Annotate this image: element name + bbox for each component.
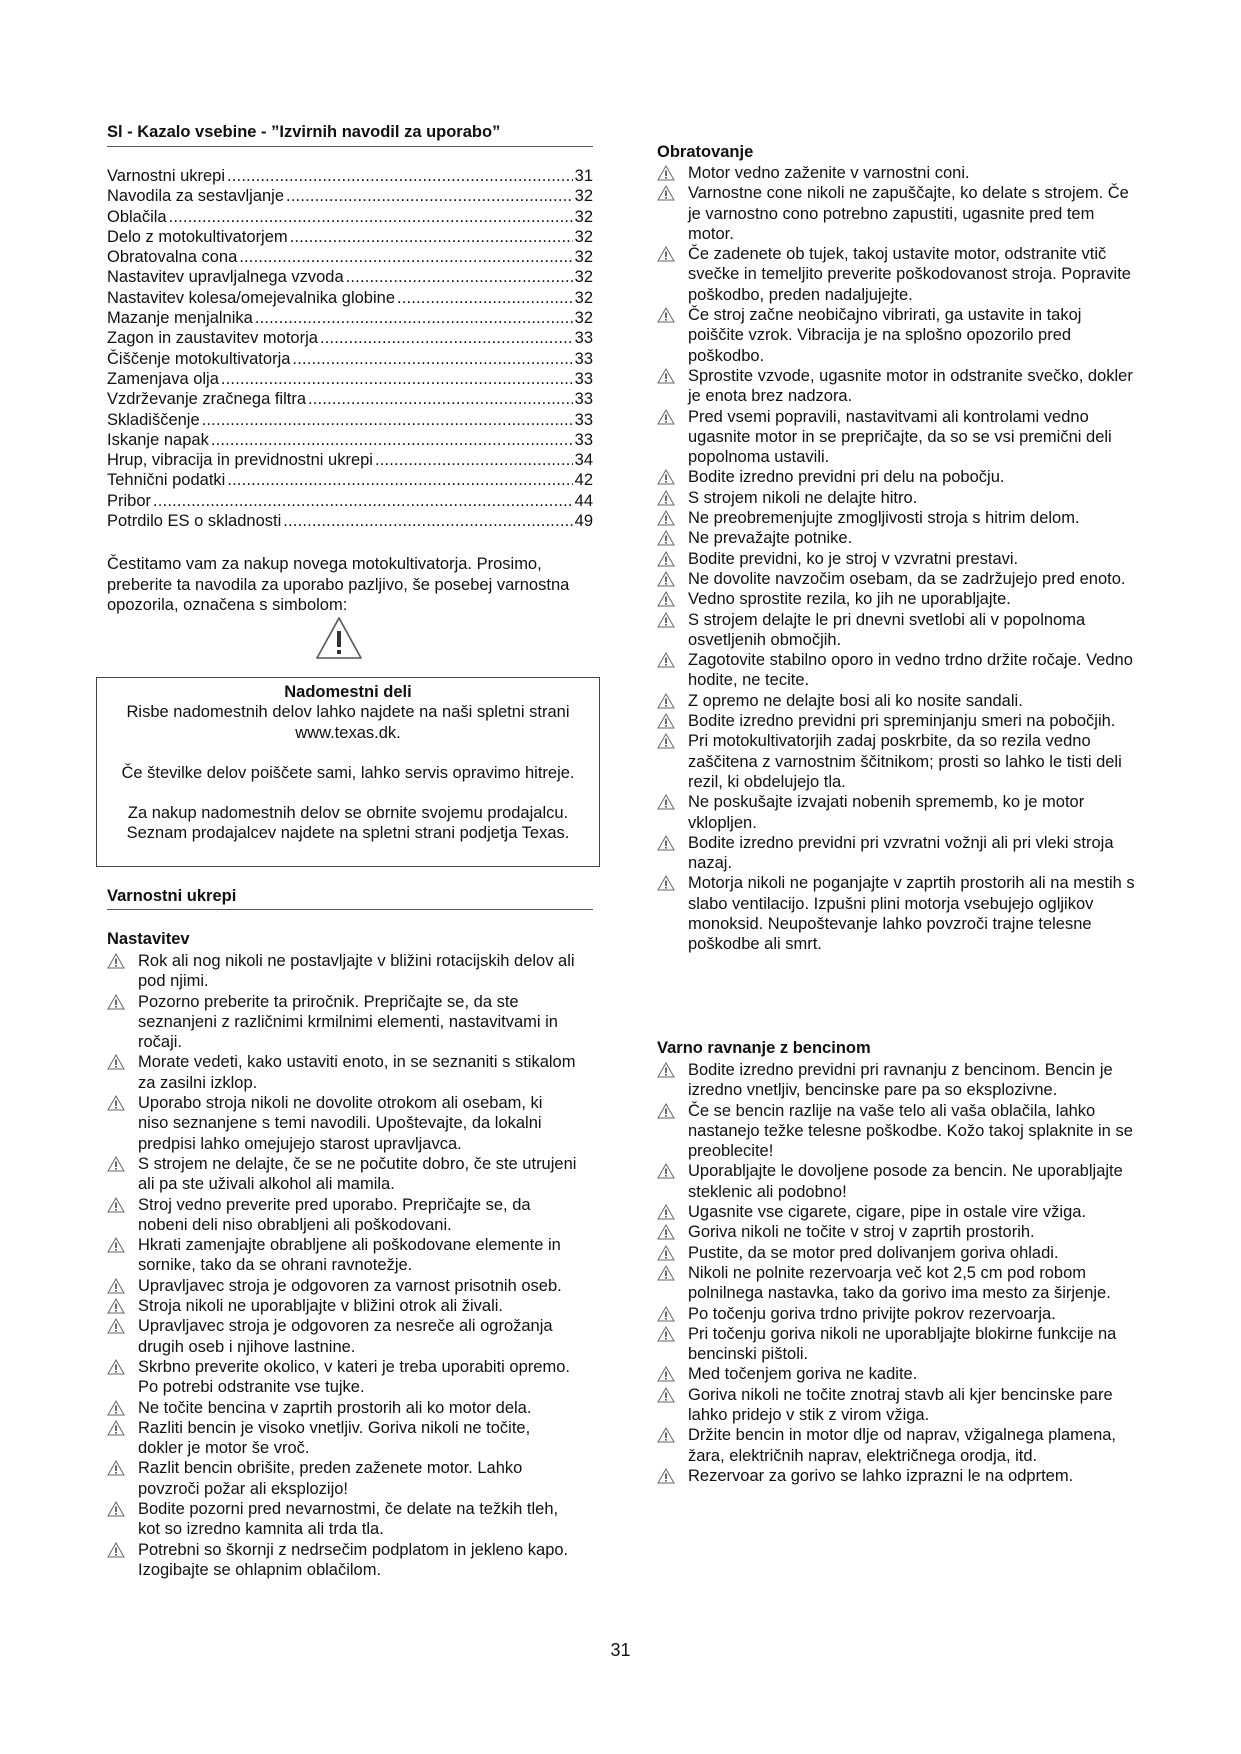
warning-triangle-icon [107,1501,125,1517]
warning-text: Upravljavec stroja je odgovoren za nesreče ali ogrožanja drugih oseb i njihove lastnine. [138,1317,553,1356]
toc-leader-dots [255,308,573,328]
warning-triangle-icon [107,1400,125,1416]
setup-warning-list [107,951,577,1580]
warning-triangle-icon [107,1460,125,1476]
warning-triangle-icon [657,1326,675,1342]
toc-entry [107,166,593,186]
warning-triangle-icon [657,165,675,181]
warning-text: S strojem nikoli ne delajte hitro. [688,488,918,507]
warning-item [657,1304,1135,1324]
toc-leader-dots [169,207,573,227]
warning-triangle-icon [107,1054,125,1070]
warning-text: Goriva nikoli ne točite v stroj v zaprtih prostorih. [688,1223,1035,1242]
warning-triangle-icon [107,1318,125,1334]
toc-entry-label: Iskanje napak [107,430,209,449]
spare-parts-line2: Če številke delov poiščete sami, lahko servis opravimo hitreje. [121,763,575,782]
warning-text: Z opremo ne delajte bosi ali ko nosite sandali. [688,691,1023,710]
toc-leader-dots [239,247,572,267]
toc-leader-dots [227,470,572,490]
toc-entry-page: 42 [574,471,593,490]
warning-text: Motorja nikoli ne poganjajte v zaprtih prostorih ali na mestih s slabo ventilacijo. Izpušni plini motorja vsebujejo ogljikov monoksid. Neupoštevanje lahko povzroči trajne telesne poškodbe ali smrt. [688,874,1135,954]
toc-leader-dots [221,369,573,389]
warning-item [657,610,1135,651]
warning-item [107,1154,577,1195]
warning-item [657,1364,1135,1384]
toc-entry-page: 33 [574,390,593,409]
warning-triangle-icon [657,469,675,485]
warning-triangle-icon [657,510,675,526]
warning-triangle-icon [657,794,675,810]
toc-entry-page: 49 [574,512,593,531]
warning-text: Potrebni so škornji z nedrsečim podplatom in jekleno kapo. Izogibajte se ohlapnim oblačilom. [138,1540,569,1579]
toc-entry [107,410,593,430]
toc-entry-label: Vzdrževanje zračnega filtra [107,390,307,409]
toc-entry [107,186,593,206]
toc-entry-label: Mazanje menjalnika [107,309,253,328]
toc-entry [107,349,593,369]
toc-entry-page: 33 [574,410,593,429]
warning-triangle-icon [657,409,675,425]
spare-parts-title: Nadomestni deli [284,683,412,701]
toc-entry-label: Hrup, vibracija in previdnostni ukrepi [107,451,373,470]
warning-text: Hkrati zamenjajte obrabljene ali poškodovane elemente in sornike, tako da se ohrani ravnotežje. [138,1236,561,1275]
warning-item [657,1425,1135,1466]
warning-text: Ne poskušajte izvajati nobenih sprememb, ko je motor vklopljen. [688,793,1085,832]
warning-item [657,508,1135,528]
warning-triangle-icon [657,591,675,607]
warning-triangle-icon [657,835,675,851]
warning-item [657,528,1135,548]
toc-entry [107,511,593,531]
toc-entry-label: Delo z motokultivatorjem [107,227,288,246]
toc-entry [107,430,593,450]
warning-triangle-icon [657,246,675,262]
toc-leader-dots [211,430,573,450]
toc-entry [107,450,593,470]
toc-entry-label: Nastavitev kolesa/omejevalnika globine [107,288,395,307]
warning-item [657,467,1135,487]
warning-triangle-icon [657,1265,675,1281]
warning-triangle-icon [657,1245,675,1261]
toc-entry-label: Potrdilo ES o skladnosti [107,512,282,531]
warning-triangle-icon [657,530,675,546]
warning-triangle-icon [657,1204,675,1220]
warning-item [657,1222,1135,1242]
toc-entry-label: Obratovalna cona [107,248,238,267]
spare-parts-line3: Za nakup nadomestnih delov se obrnite svojemu prodajalcu. Seznam prodajalcev najdete na spletni strani podjetja Texas. [126,804,570,843]
toc-entry-page: 32 [574,268,593,287]
warning-triangle-icon [657,1366,675,1382]
warning-item [657,1060,1135,1101]
warning-text: Bodite izredno previdni pri spreminjanju smeri na pobočjih. [688,712,1116,731]
toc-list [107,166,593,531]
warning-item [657,711,1135,731]
warning-item [657,1324,1135,1365]
warning-text: Goriva nikoli ne točite znotraj stavb ali kjer bencinske pare lahko pridejo v stik z virom vžiga. [688,1385,1113,1425]
warning-triangle-icon [657,1062,675,1078]
warning-triangle-icon [657,368,675,384]
toc-leader-dots [346,267,573,287]
warning-text: Vedno sprostite rezila, ko jih ne uporabljajte. [688,590,1011,609]
warning-text: Bodite previdni, ko je stroj v vzvratni prestavi. [688,549,1019,568]
toc-entry-page: 32 [574,288,593,307]
page-number: 31 [610,1640,631,1660]
toc-entry-page: 32 [574,248,593,267]
toc-entry-page: 34 [574,451,593,470]
warning-item [107,1296,577,1316]
warning-triangle-icon [107,1095,125,1111]
warning-text: S strojem ne delajte, če se ne počutite dobro, če ste utrujeni ali pa ste uživali alkohol ali mamila. [138,1154,577,1194]
warning-text: Ugasnite vse cigarete, cigare, pipe in ostale vire vžiga. [688,1203,1087,1222]
warning-item [657,1202,1135,1222]
warning-item [657,833,1135,874]
warning-triangle-icon [315,616,363,660]
toc-entry-label: Varnostni ukrepi [107,167,226,185]
warning-item [657,488,1135,508]
warning-text: Pred vsemi popravili, nastavitvami ali kontrolami vedno ugasnite motor in se prepričajte, da so se vsi premični deli popolnoma ustavili. [688,407,1112,467]
warning-text: Upravljavec stroja je odgovoren za varnost prisotnih oseb. [138,1276,562,1295]
warning-triangle-icon [657,1427,675,1443]
toc-entry-page: 33 [574,349,593,368]
warning-item [107,951,577,992]
warning-item [657,366,1135,407]
toc-entry-page: 31 [574,167,593,185]
warning-item [107,1357,577,1398]
warning-text: Pozorno preberite ta priročnik. Prepričajte se, da ste seznanjeni z različnimi krmilnimi elementi, nastavitvami in ročaji. [138,992,558,1052]
warning-item [107,1093,577,1154]
toc-leader-dots [227,166,573,186]
toc-leader-dots [308,389,573,409]
warning-text: Če zadenete ob tujek, takoj ustavite motor, odstranite vtič svečke in temeljito preverite poškodovanost stroja. Popravite poškodbo, preden nadaljujejte. [688,245,1131,304]
toc-entry-page: 33 [574,430,593,449]
toc-entry-label: Zagon in zaustavitev motorja [107,329,318,348]
toc-entry [107,389,593,409]
toc-leader-dots [320,328,573,348]
warning-item [657,1161,1135,1202]
toc-entry [107,470,593,490]
warning-text: Rok ali nog nikoli ne postavljajte v bližini rotacijskih delov ali pod njimi. [138,952,575,991]
safety-section-title: Varnostni ukrepi [107,887,237,905]
warning-text: Ne preobremenjujte zmogljivosti stroja s hitrim delom. [688,509,1080,528]
warning-item [657,1263,1135,1304]
toc-leader-dots [202,410,573,430]
warning-triangle-icon [657,1387,675,1403]
spare-parts-notice [96,677,600,867]
warning-text: Razliti bencin je visoko vnetljiv. Goriva nikoli ne točite, dokler je motor še vroč. [138,1418,531,1458]
toc-entry [107,267,593,287]
warning-text: Držite bencin in motor dlje od naprav, vžigalnega plamena, žara, električnih naprav, električnega orodja, itd. [688,1426,1117,1465]
warning-text: S strojem delajte le pri dnevni svetlobi ali v popolnoma osvetljenih območjih. [688,610,1086,649]
warning-triangle-icon [107,1542,125,1558]
warning-triangle-icon [657,875,675,891]
warning-triangle-icon [107,994,125,1010]
toc-entry [107,247,593,267]
warning-item [657,183,1135,244]
warning-item [657,163,1135,183]
setup-subtitle: Nastavitev [107,930,190,948]
warning-text: Varnostne cone nikoli ne zapuščajte, ko delate s strojem. Če je varnostno cono potrebno zapustiti, ugasnite pred tem motor. [688,184,1129,243]
fuel-subtitle: Varno ravnanje z bencinom [657,1039,871,1057]
warning-triangle-icon [107,1420,125,1436]
toc-entry [107,288,593,308]
warning-triangle-icon [657,1306,675,1322]
warning-text: Morate vedeti, kako ustaviti enoto, in se seznaniti s stikalom za zasilni izklop. [138,1053,576,1092]
toc-entry-page: 32 [574,207,593,226]
warning-text: Po točenju goriva trdno privijte pokrov rezervoarja. [688,1304,1056,1323]
warning-triangle-icon [657,1224,675,1240]
warning-triangle-icon [107,1359,125,1375]
warning-item [657,650,1135,691]
toc-leader-dots [397,288,573,308]
warning-triangle-icon [657,652,675,668]
toc-entry-label: Tehnični podatki [107,471,226,490]
toc-leader-dots [283,511,572,531]
toc-entry-page: 33 [574,369,593,388]
warning-item [657,305,1135,366]
warning-text: Rezervoar za gorivo se lahko izprazni le na odprtem. [688,1466,1074,1485]
warning-triangle-icon [107,1298,125,1314]
warning-text: Razlit bencin obrišite, preden zaženete motor. Lahko povzroči požar ali eksplozijo! [138,1459,523,1498]
toc-entry-page: 33 [574,329,593,348]
warning-triangle-icon [657,551,675,567]
warning-triangle-icon [657,307,675,323]
warning-text: Če stroj začne neobičajno vibrirati, ga ustavite in takoj poiščite vzrok. Vibracija je na splošno opozorilo pred poškodbo. [688,306,1082,365]
warning-item [657,1385,1135,1426]
warning-item [107,1195,577,1236]
warning-text: Sprostite vzvode, ugasnite motor in odstranite svečko, dokler je enota brez nadzora. [688,366,1133,406]
toc-title: Sl - Kazalo vsebine - ”Izvirnih navodil za uporabo” [107,123,593,147]
warning-text: Bodite izredno previdni pri delu na pobočju. [688,468,1005,487]
warning-text: Zagotovite stabilno oporo in vedno trdno držite ročaje. Vedno hodite, ne tecite. [688,651,1133,690]
warning-item [107,1458,577,1499]
warning-text: Nikoli ne polnite rezervoarja več kot 2,5 cm pod robom polnilnega nastavka, tako da gorivo ima mesto za širjenje. [688,1263,1111,1303]
warning-text: Bodite pozorni pred nevarnostmi, če delate na težkih tleh, kot so izredno kamnita ali trda tla. [138,1500,559,1539]
warning-text: Ne dovolite navzočim osebam, da se zadržujejo pred enoto. [688,569,1126,588]
warning-item [107,1276,577,1296]
warning-item [107,1052,577,1093]
toc-entry-page: 32 [574,227,593,246]
warning-item [107,1499,577,1540]
warning-text: Uporabljajte le dovoljene posode za bencin. Ne uporabljajte steklenic ali podobno! [688,1162,1123,1201]
toc-leader-dots [290,227,573,247]
toc-entry-label: Čiščenje motokultivatorja [107,349,291,368]
warning-text: Stroja nikoli ne uporabljajte v bližini otrok ali živali. [138,1297,504,1316]
toc-entry [107,369,593,389]
toc-entry-label: Nastavitev upravljalnega vzvoda [107,268,344,287]
toc-entry-label: Oblačila [107,207,167,226]
toc-entry [107,308,593,328]
warning-triangle-icon [657,571,675,587]
warning-text: Ne prevažajte potnike. [688,529,853,548]
warning-item [107,1316,577,1357]
toc-leader-dots [286,186,573,206]
toc-entry [107,328,593,348]
warning-text: Bodite izredno previdni pri ravnanju z bencinom. Bencin je izredno vnetljiv, bencinske pare pa so eksplozivne. [688,1061,1113,1100]
warning-triangle-icon [657,1468,675,1484]
toc-entry-label: Skladiščenje [107,410,200,429]
warning-item [107,1398,577,1418]
warning-item [107,1235,577,1276]
toc-entry [107,491,593,511]
warning-triangle-icon [657,185,675,201]
toc-entry [107,227,593,247]
toc-entry-label: Pribor [107,491,152,510]
toc-entry-label: Zamenjava olja [107,369,219,388]
warning-item [657,589,1135,609]
toc-entry-page: 44 [574,491,593,510]
warning-text: Pustite, da se motor pred dolivanjem goriva ohladi. [688,1243,1059,1262]
toc-leader-dots [153,491,573,511]
warning-triangle-icon [657,1163,675,1179]
warning-triangle-icon [107,1156,125,1172]
warning-text: Pri motokultivatorjih zadaj poskrbite, da so rezila vedno zaščitena z varnostnim ščitnikom; prosti so lahko le tisti deli rezil, ki obdelujejo tla. [688,732,1122,791]
warning-item [657,244,1135,305]
warning-text: Motor vedno zaženite v varnostni coni. [688,164,970,182]
warning-text: Če se bencin razlije na vaše telo ali vaša oblačila, lahko nastanejo težke telesne poškodbe. Kožo takoj splaknite in se preoblecite! [688,1101,1133,1161]
warning-item [657,1243,1135,1263]
warning-triangle-icon [657,612,675,628]
warning-item [657,549,1135,569]
warning-item [657,1466,1135,1486]
toc-entry-label: Navodila za sestavljanje [107,187,285,206]
operation-warning-list [657,163,1135,955]
warning-item [107,1418,577,1459]
spare-parts-line1: Risbe nadomestnih delov lahko najdete na naši spletni strani www.texas.dk. [126,703,570,742]
warning-triangle-icon [107,953,125,969]
warning-item [657,1101,1135,1162]
toc-entry-page: 32 [574,187,593,206]
warning-triangle-icon [107,1237,125,1253]
warning-triangle-icon [107,1197,125,1213]
fuel-warning-list [657,1060,1135,1486]
warning-text: Uporabo stroja nikoli ne dovolite otrokom ali osebam, ki niso seznanjene s temi navodili. Upoštevajte, da lokalni predpisi lahko omejujejo starost upravljavca. [138,1094,543,1153]
intro-text: Čestitamo vam za nakup novega motokultivatorja. Prosimo, preberite ta navodila za uporabo pazljivo, še posebej varnostna opozorila, označena s simbolom: [107,555,570,614]
warning-item [107,1540,577,1581]
warning-triangle-icon [657,490,675,506]
warning-item [657,407,1135,468]
warning-item [657,569,1135,589]
toc-leader-dots [375,450,573,470]
toc-leader-dots [292,349,572,369]
operation-subtitle: Obratovanje [657,143,754,161]
warning-text: Stroj vedno preverite pred uporabo. Prepričajte se, da nobeni deli niso obrabljeni ali poškodovani. [138,1195,531,1234]
warning-triangle-icon [657,693,675,709]
toc-entry [107,207,593,227]
warning-text: Ne točite bencina v zaprtih prostorih ali ko motor dela. [138,1398,532,1417]
warning-item [657,873,1135,954]
warning-triangle-icon [657,713,675,729]
warning-item [107,992,577,1053]
warning-triangle-icon [657,733,675,749]
warning-text: Skrbno preverite okolico, v kateri je treba uporabiti opremo. Po potrebi odstranite vse tujke. [138,1357,570,1397]
section-divider [107,909,593,910]
warning-item [657,792,1135,833]
warning-triangle-icon [657,1103,675,1119]
warning-triangle-icon [107,1278,125,1294]
toc-entry-page: 32 [574,309,593,328]
warning-text: Pri točenju goriva nikoli ne uporabljajte blokirne funkcije na bencinski pištoli. [688,1324,1117,1364]
warning-item [657,731,1135,792]
warning-text: Bodite izredno previdni pri vzvratni vožnji ali pri vleki stroja nazaj. [688,833,1114,873]
warning-item [657,691,1135,711]
warning-text: Med točenjem goriva ne kadite. [688,1365,918,1384]
